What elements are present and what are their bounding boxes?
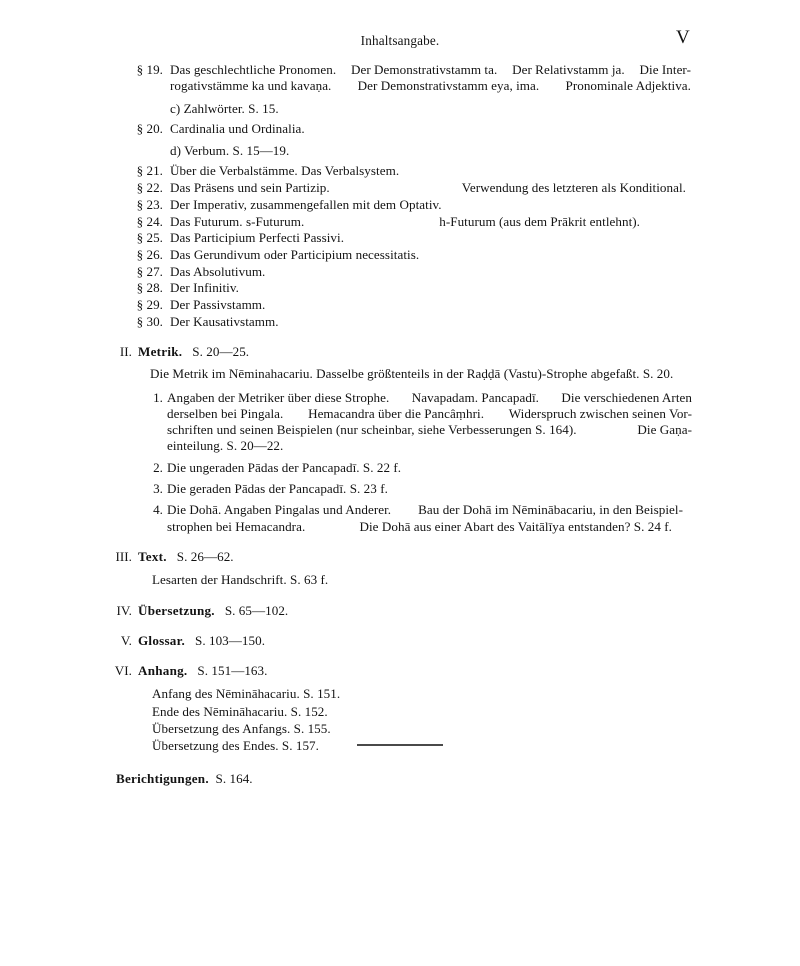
metrik-item-1 bbox=[0, 390, 800, 455]
division-pages: S. 103—150. bbox=[195, 632, 266, 648]
item4-line1-part1: Die Dohā. Angaben Pingalas und Anderer. bbox=[167, 502, 392, 518]
metrik-item-4 bbox=[0, 502, 800, 535]
section-number: § 22. bbox=[136, 180, 163, 196]
toc-division-anhang bbox=[0, 663, 800, 679]
sec19-line1-part1: Das geschlechtliche Pronomen. bbox=[170, 62, 337, 77]
horizontal-rule bbox=[357, 744, 443, 746]
berichtigungen-pages: S. 164. bbox=[215, 770, 253, 786]
toc-entry-sec27 bbox=[0, 264, 800, 280]
running-head bbox=[110, 27, 690, 53]
toc-entry-letter-c: c) Zahlwörter. S. 15. bbox=[170, 100, 279, 116]
toc-entry-sec21 bbox=[0, 163, 800, 179]
metrik-intro-text: Die Metrik im Nēminahacariu. Dasselbe größtenteils in der Raḍḍā (Vastu)-Strophe abgefaßt. bbox=[150, 366, 640, 382]
item1-line2-part1: derselben bei Pingala. bbox=[167, 405, 284, 421]
section-number: § 24. bbox=[136, 213, 163, 229]
section-text bbox=[170, 280, 691, 296]
item3-line1: Die geraden Pādas der Pancapadī. S. 23 f. bbox=[167, 481, 388, 497]
section-number: § 28. bbox=[136, 280, 163, 296]
division-number: IV. bbox=[116, 602, 132, 618]
sec19-line1-part3: Der Relativstamm ja. bbox=[512, 62, 625, 77]
item-number: 3. bbox=[153, 481, 163, 497]
sec29-line1: Der Passivstamm. bbox=[170, 296, 266, 312]
section-number: § 23. bbox=[136, 196, 163, 212]
division-number: V. bbox=[120, 632, 132, 648]
anhang-sub-ende: Ende des Nēmināhacariu. S. 152. bbox=[152, 703, 328, 719]
toc-entry-sec28 bbox=[0, 280, 800, 296]
section-text bbox=[170, 297, 691, 313]
section-number: § 21. bbox=[136, 163, 163, 179]
section-number: § 27. bbox=[136, 263, 163, 279]
division-title: Text. bbox=[138, 548, 167, 564]
sec24-line1-part1: Das Futurum. s-Futurum. bbox=[170, 213, 305, 229]
section-number: § 25. bbox=[136, 230, 163, 246]
ornamental-rule-container bbox=[0, 733, 800, 751]
division-title: Übersetzung. bbox=[138, 602, 215, 618]
section-number: § 30. bbox=[136, 313, 163, 329]
item-number: 1. bbox=[153, 389, 163, 405]
section-text bbox=[170, 230, 691, 246]
toc-entry-sec22 bbox=[0, 180, 800, 196]
division-pages: S. 151—163. bbox=[197, 663, 268, 679]
item1-line2-part3: Widerspruch zwischen seinen Vor- bbox=[508, 405, 692, 421]
berichtigungen-title: Berichtigungen. bbox=[116, 770, 209, 786]
folio-number: V bbox=[675, 27, 690, 48]
item1-line4: einteilung. S. 20—22. bbox=[167, 438, 284, 454]
item4-line2-part1: strophen bei Hemacandra. bbox=[167, 518, 306, 534]
section-text bbox=[170, 180, 691, 196]
toc-entry-sec29 bbox=[0, 297, 800, 313]
section-number: § 29. bbox=[136, 296, 163, 312]
metrik-intro-paragraph bbox=[150, 366, 695, 382]
table-of-contents bbox=[0, 62, 800, 787]
section-text bbox=[170, 62, 691, 95]
sec27-line1: Das Absolutivum. bbox=[170, 263, 266, 279]
sec19-line1-part2: Der Demonstrativstamm ta. bbox=[350, 62, 498, 77]
section-text bbox=[170, 197, 691, 213]
toc-entry-sec23 bbox=[0, 197, 800, 213]
toc-entry-sec24 bbox=[0, 214, 800, 230]
item-text bbox=[167, 460, 692, 476]
toc-entry-sec20 bbox=[0, 121, 800, 137]
item-text bbox=[167, 390, 692, 455]
toc-division-uebersetzung bbox=[0, 603, 800, 619]
metrik-item-2 bbox=[0, 460, 800, 476]
sec28-line1: Der Infinitiv. bbox=[170, 280, 239, 296]
section-text bbox=[170, 314, 691, 330]
item-number: 4. bbox=[153, 502, 163, 518]
sec24-line1-part2: h-Futurum (aus dem Prākrit entlehnt). bbox=[439, 213, 640, 229]
sec19-line1-part4: Die Inter- bbox=[639, 62, 691, 77]
toc-division-text bbox=[0, 549, 800, 565]
division-pages: S. 20—25. bbox=[192, 343, 250, 359]
section-text bbox=[170, 163, 691, 179]
sec23-line1: Der Imperativ, zusammengefallen mit dem Optativ. bbox=[170, 196, 442, 212]
page-title: Inhaltsangabe. bbox=[360, 33, 440, 48]
item1-line3-part2: Die Gaṇa- bbox=[637, 422, 692, 438]
division-number: VI. bbox=[114, 663, 132, 679]
section-text bbox=[170, 264, 691, 280]
toc-entry-berichtigungen bbox=[116, 771, 800, 787]
division-number: III. bbox=[115, 548, 132, 564]
toc-entry-sec26 bbox=[0, 247, 800, 263]
sec19-line2-part2: Der Demonstrativstamm eya, ima. bbox=[357, 78, 540, 94]
sec25-line1: Das Participium Perfecti Passivi. bbox=[170, 230, 345, 246]
metrik-numbered-list bbox=[0, 390, 800, 535]
item1-line1-part1: Angaben der Metriker über diese Strophe. bbox=[167, 389, 390, 405]
toc-entry-sec30 bbox=[0, 314, 800, 330]
division-title: Anhang. bbox=[138, 663, 188, 679]
anhang-sub-uebersetzung-ende: Übersetzung des Endes. S. 157. bbox=[152, 738, 319, 754]
sec26-line1: Das Gerundivum oder Participium necessitatis. bbox=[170, 246, 420, 262]
sec30-line1: Der Kausativstamm. bbox=[170, 313, 279, 329]
section-text bbox=[170, 121, 691, 137]
text-sub-lesarten: Lesarten der Handschrift. S. 63 f. bbox=[152, 572, 329, 588]
section-number: § 20. bbox=[136, 120, 163, 136]
sec19-line2-part3: Pronominale Adjektiva. bbox=[565, 78, 691, 94]
item4-line1-part2: Bau der Dohā im Nēminābacariu, in den Beispiel- bbox=[418, 502, 683, 518]
item2-line1: Die ungeraden Pādas der Pancapadī. S. 22 f. bbox=[167, 459, 402, 475]
toc-division-glossar bbox=[0, 633, 800, 649]
division-title: Metrik. bbox=[138, 343, 183, 359]
toc-division-metrik bbox=[0, 344, 800, 360]
sec20-line1: Cardinalia und Ordinalia. bbox=[170, 120, 305, 136]
anhang-sub-anfang: Anfang des Nēmināhacariu. S. 151. bbox=[152, 686, 341, 702]
section-text bbox=[170, 214, 691, 230]
section-number: § 26. bbox=[136, 246, 163, 262]
item1-line1-part2: Navapadam. Pancapadī. bbox=[411, 389, 539, 405]
metrik-intro-pages: S. 20. bbox=[642, 366, 674, 382]
item-text bbox=[167, 481, 692, 497]
sec19-line2-part1: rogativstämme ka und kavaṇa. bbox=[170, 78, 332, 94]
toc-entry-letter-d: d) Verbum. S. 15—19. bbox=[170, 143, 290, 159]
item-text bbox=[167, 502, 692, 535]
toc-entry-sec25 bbox=[0, 230, 800, 246]
division-title: Glossar. bbox=[138, 632, 185, 648]
item1-line1-part3: Die verschiedenen Arten bbox=[561, 389, 692, 405]
section-text bbox=[170, 247, 691, 263]
section-number: § 19. bbox=[136, 62, 163, 77]
item-number: 2. bbox=[153, 459, 163, 475]
sec22-line1-part1: Das Präsens und sein Partizip. bbox=[170, 180, 330, 196]
toc-entry-sec19 bbox=[0, 62, 800, 95]
item1-line3-part1: schriften und seinen Beispielen (nur scheinbar, siehe Verbesserungen S. 164). bbox=[167, 422, 577, 438]
sec22-line1-part2: Verwendung des letzteren als Konditional. bbox=[461, 180, 686, 196]
sec21-line1: Über die Verbalstämme. Das Verbalsystem. bbox=[170, 163, 400, 179]
division-pages: S. 65—102. bbox=[224, 602, 289, 618]
item4-line2-part2: Die Dohā aus einer Abart des Vaitālīya entstanden? S. 24 f. bbox=[359, 518, 672, 534]
anhang-sub-uebersetzung-anfang: Übersetzung des Anfangs. S. 155. bbox=[152, 721, 331, 737]
item1-line2-part2: Hemacandra über die Pancâṃhri. bbox=[308, 405, 485, 421]
metrik-item-3 bbox=[0, 481, 800, 497]
division-number: II. bbox=[119, 343, 132, 359]
division-pages: S. 26—62. bbox=[176, 548, 234, 564]
